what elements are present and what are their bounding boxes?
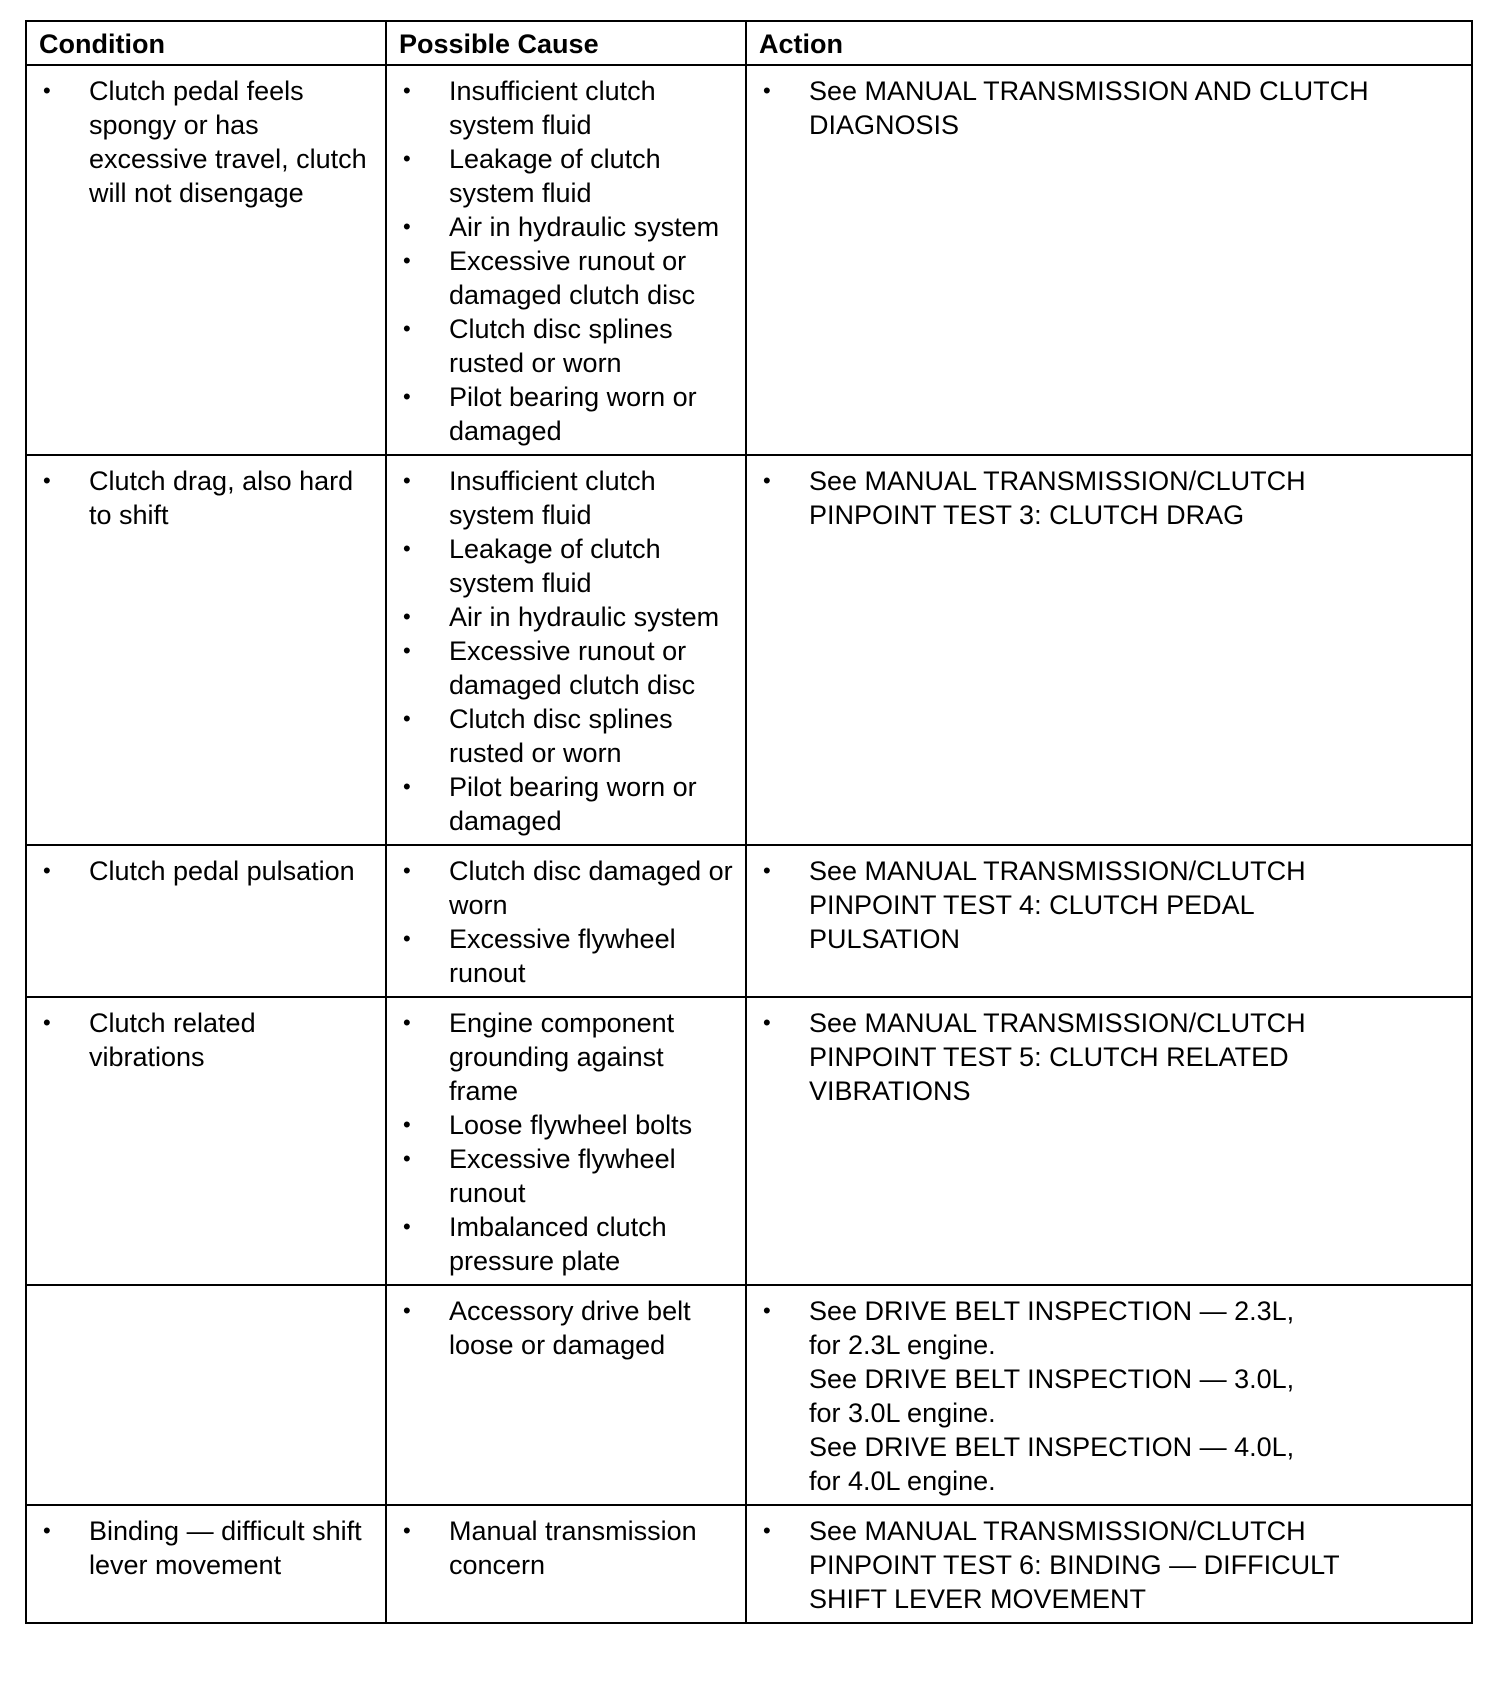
possible-cause-cell xyxy=(386,1285,746,1505)
bullet-icon: • xyxy=(43,78,51,103)
condition-cell xyxy=(26,65,386,455)
cause-text: Leakage of clutch system fluid xyxy=(449,534,661,598)
cause-item xyxy=(399,142,735,210)
bullet-icon: • xyxy=(403,926,411,951)
action-cell xyxy=(746,1505,1472,1623)
action-list xyxy=(759,1514,1461,1616)
condition-cell xyxy=(26,1505,386,1623)
cause-text: Excessive flywheel runout xyxy=(449,924,676,988)
action-cell xyxy=(746,845,1472,997)
possible-cause-cell xyxy=(386,845,746,997)
action-cell xyxy=(746,455,1472,845)
action-item xyxy=(759,1006,1461,1108)
condition-item xyxy=(39,1514,375,1582)
bullet-icon: • xyxy=(403,1214,411,1239)
cause-text: Imbalanced clutch pressure plate xyxy=(449,1212,667,1276)
cause-text: Air in hydraulic system xyxy=(449,602,720,632)
cause-item xyxy=(399,600,735,634)
possible-cause-cell xyxy=(386,455,746,845)
bullet-icon: • xyxy=(403,536,411,561)
bullet-icon: • xyxy=(403,1146,411,1171)
action-cell xyxy=(746,65,1472,455)
action-list xyxy=(759,464,1461,532)
action-cell xyxy=(746,1285,1472,1505)
table-row xyxy=(26,65,1472,455)
table-row xyxy=(26,1285,1472,1505)
bullet-icon: • xyxy=(403,1518,411,1543)
bullet-icon: • xyxy=(763,858,771,883)
cause-text: Accessory drive belt loose or damaged xyxy=(449,1296,691,1360)
condition-text: Binding — difficult shift lever movement xyxy=(89,1516,362,1580)
cause-list xyxy=(399,1514,735,1582)
action-item xyxy=(759,854,1461,956)
cause-item xyxy=(399,1108,735,1142)
cause-text: Insufficient clutch system fluid xyxy=(449,466,656,530)
condition-item xyxy=(39,74,375,210)
cause-item xyxy=(399,1142,735,1210)
bullet-icon: • xyxy=(43,858,51,883)
condition-cell xyxy=(26,845,386,997)
header-action: Action xyxy=(746,21,1472,65)
action-item xyxy=(759,74,1461,142)
bullet-icon: • xyxy=(403,384,411,409)
bullet-icon: • xyxy=(763,1010,771,1035)
condition-text: Clutch pedal pulsation xyxy=(89,856,355,886)
action-list xyxy=(759,854,1461,956)
condition-list xyxy=(39,1006,375,1074)
cause-item xyxy=(399,1514,735,1582)
table-body xyxy=(26,65,1472,1623)
bullet-icon: • xyxy=(403,858,411,883)
bullet-icon: • xyxy=(403,248,411,273)
action-text: See DRIVE BELT INSPECTION — 2.3L, for 2.3L engine. See DRIVE BELT INSPECTION — 3.0L, for 3.0L engine. See DRIVE BELT INSPECTION — 4.0L, for 4.0L engine. xyxy=(809,1296,1295,1496)
cause-list xyxy=(399,1006,735,1278)
condition-item xyxy=(39,854,375,888)
header-possible-cause: Possible Cause xyxy=(386,21,746,65)
bullet-icon: • xyxy=(43,1010,51,1035)
table-row xyxy=(26,455,1472,845)
table-row xyxy=(26,845,1472,997)
bullet-icon: • xyxy=(403,316,411,341)
bullet-icon: • xyxy=(763,1298,771,1323)
cause-item xyxy=(399,312,735,380)
condition-list xyxy=(39,464,375,532)
cause-text: Pilot bearing worn or damaged xyxy=(449,772,697,836)
bullet-icon: • xyxy=(403,146,411,171)
bullet-icon: • xyxy=(403,638,411,663)
cause-item xyxy=(399,74,735,142)
bullet-icon: • xyxy=(403,78,411,103)
condition-text: Clutch pedal feels spongy or has excessive travel, clutch will not disengage xyxy=(89,76,367,208)
cause-text: Excessive runout or damaged clutch disc xyxy=(449,636,696,700)
bullet-icon: • xyxy=(763,78,771,103)
cause-text: Loose flywheel bolts xyxy=(449,1110,693,1140)
cause-item xyxy=(399,922,735,990)
bullet-icon: • xyxy=(43,468,51,493)
cause-text: Leakage of clutch system fluid xyxy=(449,144,661,208)
cause-item xyxy=(399,1210,735,1278)
bullet-icon: • xyxy=(403,1298,411,1323)
cause-item xyxy=(399,1294,735,1362)
action-list xyxy=(759,74,1461,142)
possible-cause-cell xyxy=(386,997,746,1285)
action-cell xyxy=(746,997,1472,1285)
condition-list xyxy=(39,854,375,888)
cause-item xyxy=(399,1006,735,1108)
condition-list xyxy=(39,1514,375,1582)
cause-text: Excessive flywheel runout xyxy=(449,1144,676,1208)
possible-cause-cell xyxy=(386,1505,746,1623)
bullet-icon: • xyxy=(403,1010,411,1035)
cause-text: Clutch disc splines rusted or worn xyxy=(449,704,673,768)
cause-text: Air in hydraulic system xyxy=(449,212,720,242)
cause-text: Engine component grounding against frame xyxy=(449,1008,675,1106)
bullet-icon: • xyxy=(43,1518,51,1543)
cause-item xyxy=(399,244,735,312)
bullet-icon: • xyxy=(403,1112,411,1137)
table-row xyxy=(26,997,1472,1285)
cause-item xyxy=(399,854,735,922)
condition-cell xyxy=(26,455,386,845)
cause-text: Excessive runout or damaged clutch disc xyxy=(449,246,696,310)
diagnosis-table xyxy=(25,20,1473,1624)
cause-list xyxy=(399,1294,735,1362)
bullet-icon: • xyxy=(403,468,411,493)
cause-item xyxy=(399,634,735,702)
action-text: See MANUAL TRANSMISSION/CLUTCH PINPOINT TEST 4: CLUTCH PEDAL PULSATION xyxy=(809,856,1306,954)
cause-item xyxy=(399,380,735,448)
bullet-icon: • xyxy=(763,1518,771,1543)
cause-text: Pilot bearing worn or damaged xyxy=(449,382,697,446)
cause-item xyxy=(399,532,735,600)
action-item xyxy=(759,1294,1461,1498)
condition-text: Clutch drag, also hard to shift xyxy=(89,466,354,530)
cause-list xyxy=(399,854,735,990)
header-row xyxy=(26,21,1472,65)
cause-text: Clutch disc damaged or worn xyxy=(449,856,733,920)
bullet-icon: • xyxy=(403,774,411,799)
action-text: See MANUAL TRANSMISSION/CLUTCH PINPOINT TEST 6: BINDING — DIFFICULT SHIFT LEVER MOVEMENT xyxy=(809,1516,1340,1614)
cause-list xyxy=(399,464,735,838)
condition-item xyxy=(39,464,375,532)
cause-text: Clutch disc splines rusted or worn xyxy=(449,314,673,378)
cause-item xyxy=(399,770,735,838)
action-text: See MANUAL TRANSMISSION/CLUTCH PINPOINT TEST 5: CLUTCH RELATED VIBRATIONS xyxy=(809,1008,1306,1106)
cause-item xyxy=(399,702,735,770)
condition-item xyxy=(39,1006,375,1074)
cause-list xyxy=(399,74,735,448)
table-row xyxy=(26,1505,1472,1623)
header-condition: Condition xyxy=(26,21,386,65)
bullet-icon: • xyxy=(403,214,411,239)
cause-item xyxy=(399,210,735,244)
cause-text: Insufficient clutch system fluid xyxy=(449,76,656,140)
condition-list xyxy=(39,74,375,210)
action-text: See MANUAL TRANSMISSION AND CLUTCH DIAGNOSIS xyxy=(809,76,1369,140)
action-list xyxy=(759,1006,1461,1108)
action-text: See MANUAL TRANSMISSION/CLUTCH PINPOINT TEST 3: CLUTCH DRAG xyxy=(809,466,1306,530)
cause-text: Manual transmission concern xyxy=(449,1516,697,1580)
condition-cell xyxy=(26,1285,386,1505)
action-item xyxy=(759,464,1461,532)
bullet-icon: • xyxy=(763,468,771,493)
condition-text: Clutch related vibrations xyxy=(89,1008,256,1072)
possible-cause-cell xyxy=(386,65,746,455)
condition-cell xyxy=(26,997,386,1285)
cause-item xyxy=(399,464,735,532)
action-item xyxy=(759,1514,1461,1616)
bullet-icon: • xyxy=(403,604,411,629)
action-list xyxy=(759,1294,1461,1498)
bullet-icon: • xyxy=(403,706,411,731)
